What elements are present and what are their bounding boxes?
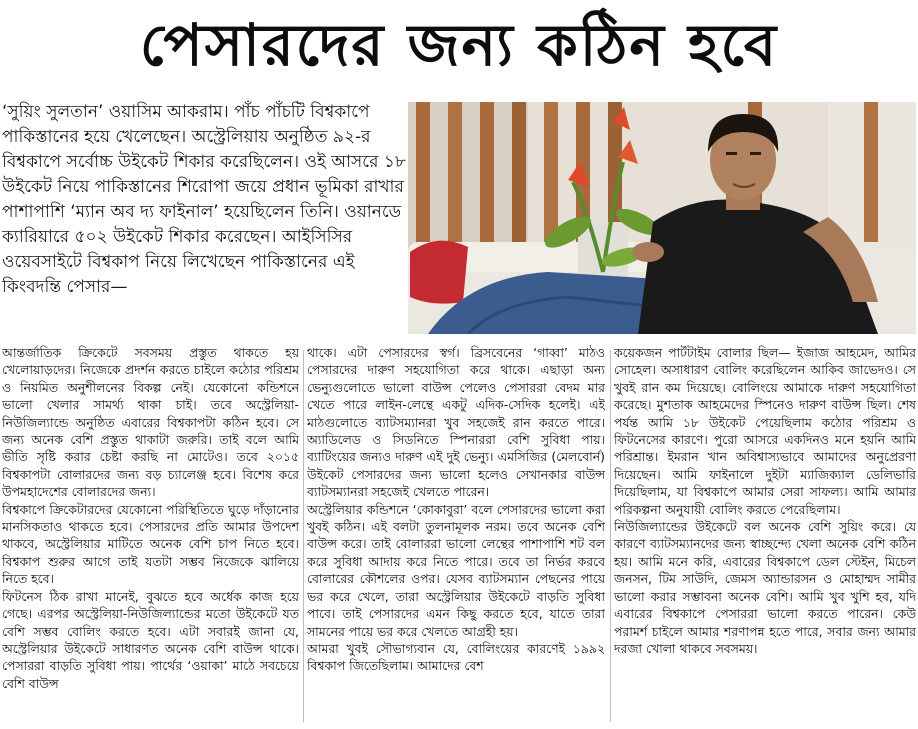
column-rule — [303, 350, 304, 722]
paragraph: কয়েকজন পার্টটাইম বোলার ছিল— ইজাজ আহমেদ, আমির সোহেল। অসাধারণ বোলিং করেছিলেন আকিব জাভেদও। সে খুবই রান কম দিয়েছে। বোলিংয়ে আমাকে দারুণ সহযোগিতা করেছে। মুশতাক আহমেদের স্পিনেও দারুণ বাউন্স ছিল। শেষ পর্যন্ত আমি ১৮ উইকেট পেয়েছিলাম কঠোর পরিশ্রম ও ফিটনেসের কারণে। পুরো আসরে একদিনও মনে হয়নি আমি পরিশ্রান্ত। ইমরান খান অবিশ্বাস্যভাবে আমাদের অনুপ্রেরণা দিয়েছেন। আমি ফাইনালে দুইটা ম্যাজিক্যাল ডেলিভারি দিয়েছিলাম, যা বিশ্বকাপে আমার সেরা সাফল্য। আমি আমার পরিকল্পনা অনুযায়ী বোলিং করতে পেরেছিলাম। — [614, 345, 916, 517]
headline: পেসারদের জন্য কঠিন হবে — [139, 10, 779, 79]
intro-text: ‘সুয়িং সুলতান’ ওয়াসিম আকরাম। পাঁচ পাঁচটি বিশ্বকাপে পাকিস্তানের হয়ে খেলেছেন। অস্ট্রেলিয়ায় অনুষ্ঠিত ৯২-র বিশ্বকাপে সর্বোচ্চ উইকেট শিকার করেছিলেন। ওই আসরে ১৮ উইকেট নিয়ে পাকিস্তানের শিরোপা জয়ে প্রধান ভূমিকা রাখার পাশাপাশি ‘ম্যান অব দ্য ফাইনাল’ হয়েছিলেন তিনি। ওয়ানডে ক্যারিয়ারে ৫০২ উইকেট শিকার করেছেন। আইসিসির ওয়েবসাইটে বিশ্বকাপ নিয়ে লিখেছেন পাকিস্তানের এই কিংবদন্তি পেসার— — [2, 102, 406, 297]
photo-wasim-akram — [408, 102, 916, 334]
article-column-3 — [614, 344, 916, 729]
column-rule — [610, 350, 611, 722]
paragraph: অস্ট্রেলিয়ার কন্ডিশনে ‘কোকাবুরা’ বলে পেসারদের ভালো করা খুবই কঠিন। এই বলটা তুলনামূলক নরম। তবে অনেক বেশি বাউন্স করে। তাই বোলাররা ভালো লেন্থের পাশাপাশি শট বল করে সুবিধা আদায় করে নিতে পারে। তবে তা নির্ভর করবে বোলারের কৌশলের ওপর। যেসব ব্যাটসম্যান পেছনের পায়ে ভর করে খেলে, তারা অস্ট্রেলিয়ার উইকেটে বাড়তি সুবিধা পাবে। তাই পেসারদের এমন কিছু করতে হবে, যাতে তারা সামনের পায়ে ভর করে খেলতে আগ্রহী হয়। — [307, 501, 605, 639]
paragraph: থাকে। এটা পেসারদের স্বর্গ। ব্রিসবেনের ‘গাব্বা’ মাঠও পেসারদের দারুণ সহযোগিতা করে থাকে। এছাড়া অন্য ভেন্যুগুলোতে ভালো বাউন্স পেলেও পেসাররা বেদম মার খেতে পারে লাইন-লেন্থে একটু এদিক-সেদিক হলেই। এই মাঠগুলোতে ব্যাটসম্যানরা খুব সহজেই রান করতে পারে। অ্যাডিলেড ও সিডনিতে স্পিনাররা বেশি সুবিধা পায়। ব্যাটিংয়ের জন্যও দারুণ এই দুই ভেন্যু। এমসিজির (মেলবোর্ন) উইকেট পেসারদের জন্য ভালো হলেও সেখানকার বাউন্স ব্যাটসম্যানরা সহজেই খেলতে পারেন। — [307, 345, 605, 500]
paragraph: ফিটনেস ঠিক রাখা মানেই, বুঝতে হবে অর্ধেক কাজ হয়ে গেছে। এরপর অস্ট্রেলিয়া-নিউজিল্যান্ডের মতো উইকেটে যত বেশি সম্ভব বোলিং করতে হবে। এটা সবারই জানা যে, অস্ট্রেলিয়ার উইকেটে সাধারণত অনেক বেশি বাউন্স থাকে। পেসাররা বাড়তি সুবিধা পায়। পার্থের ‘ওয়াকা’ মাঠে সবচেয়ে বেশি বাউন্স — [2, 588, 299, 691]
paragraph: বিশ্বকাপে ক্রিকেটারদের যেকোনো পরিস্থিতিতে ঘুড়ে দাঁড়ানোর মানসিকতাও থাকতে হবে। পেসারদের প্রতি আমার উপদেশ থাকবে, অস্ট্রেলিয়ার মাটিতে অনেক বেশি চাপ নিতে হবে। বিশ্বকাপ শুরুর আগে তাই যতটা সম্ভব নিজেকে ঝালিয়ে নিতে হবে। — [2, 501, 299, 587]
article-column-2 — [307, 344, 605, 729]
article-column-1 — [2, 344, 299, 729]
paragraph: আমরা খুবই সৌভাগ্যবান যে, বোলিংয়ের কারণেই ১৯৯২ বিশ্বকাপ জিতেছিলাম। আমাদের বেশ — [307, 640, 605, 674]
paragraph: আন্তর্জাতিক ক্রিকেটে সবসময় প্রস্তুত থাকতে হয় খেলোয়াড়দের। নিজেকে প্রদর্শন করতে চাইলে কঠোর পরিশ্রম ও নিয়মিত অনুশীলনের বিকল্প নেই। যেকোনো কন্ডিশনে ভালো খেলার সামর্থ্য থাকা চাই। তবে অস্ট্রেলিয়া-নিউজিল্যান্ডে অনুষ্ঠিত এবারের বিশ্বকাপটা কঠিন হবে। সে জন্য অনেক বেশি প্রস্তুত থাকাটা জরুরি। তাই বলে আমি ভীতি সৃষ্টি করার চেষ্টা করছি না মোটেও। তবে ২০১৫ বিশ্বকাপটা বোলারদের জন্য বড় চ্যালেঞ্জ হবে। বিশেষ করে উপমহাদেশের বোলারদের জন্য। — [2, 345, 299, 500]
paragraph: নিউজিল্যান্ডের উইকেটে বল অনেক বেশি সুয়িং করে। যে কারণে ব্যাটসম্যানদের জন্য স্বাচ্ছন্দ্যে খেলা অনেক বেশি কঠিন হয়। আমি মনে করি, এবারের বিশ্বকাপে ডেল স্টেইন, মিচেল জনসন, টিম সাউদি, জেমস অ্যান্ডারসন ও মোহাম্মদ সামীর ভালো করার সম্ভাবনা অনেক বেশি। আমি খুব খুশি হব, যদি এবারের বিশ্বকাপে পেসাররা ভালো করতে পারেন। কেউ পরামর্শ চাইলে আমার শরণাপন্ন হতে পারে, সবার জন্য আমার দরজা খোলা থাকবে সবসময়। — [614, 519, 916, 656]
